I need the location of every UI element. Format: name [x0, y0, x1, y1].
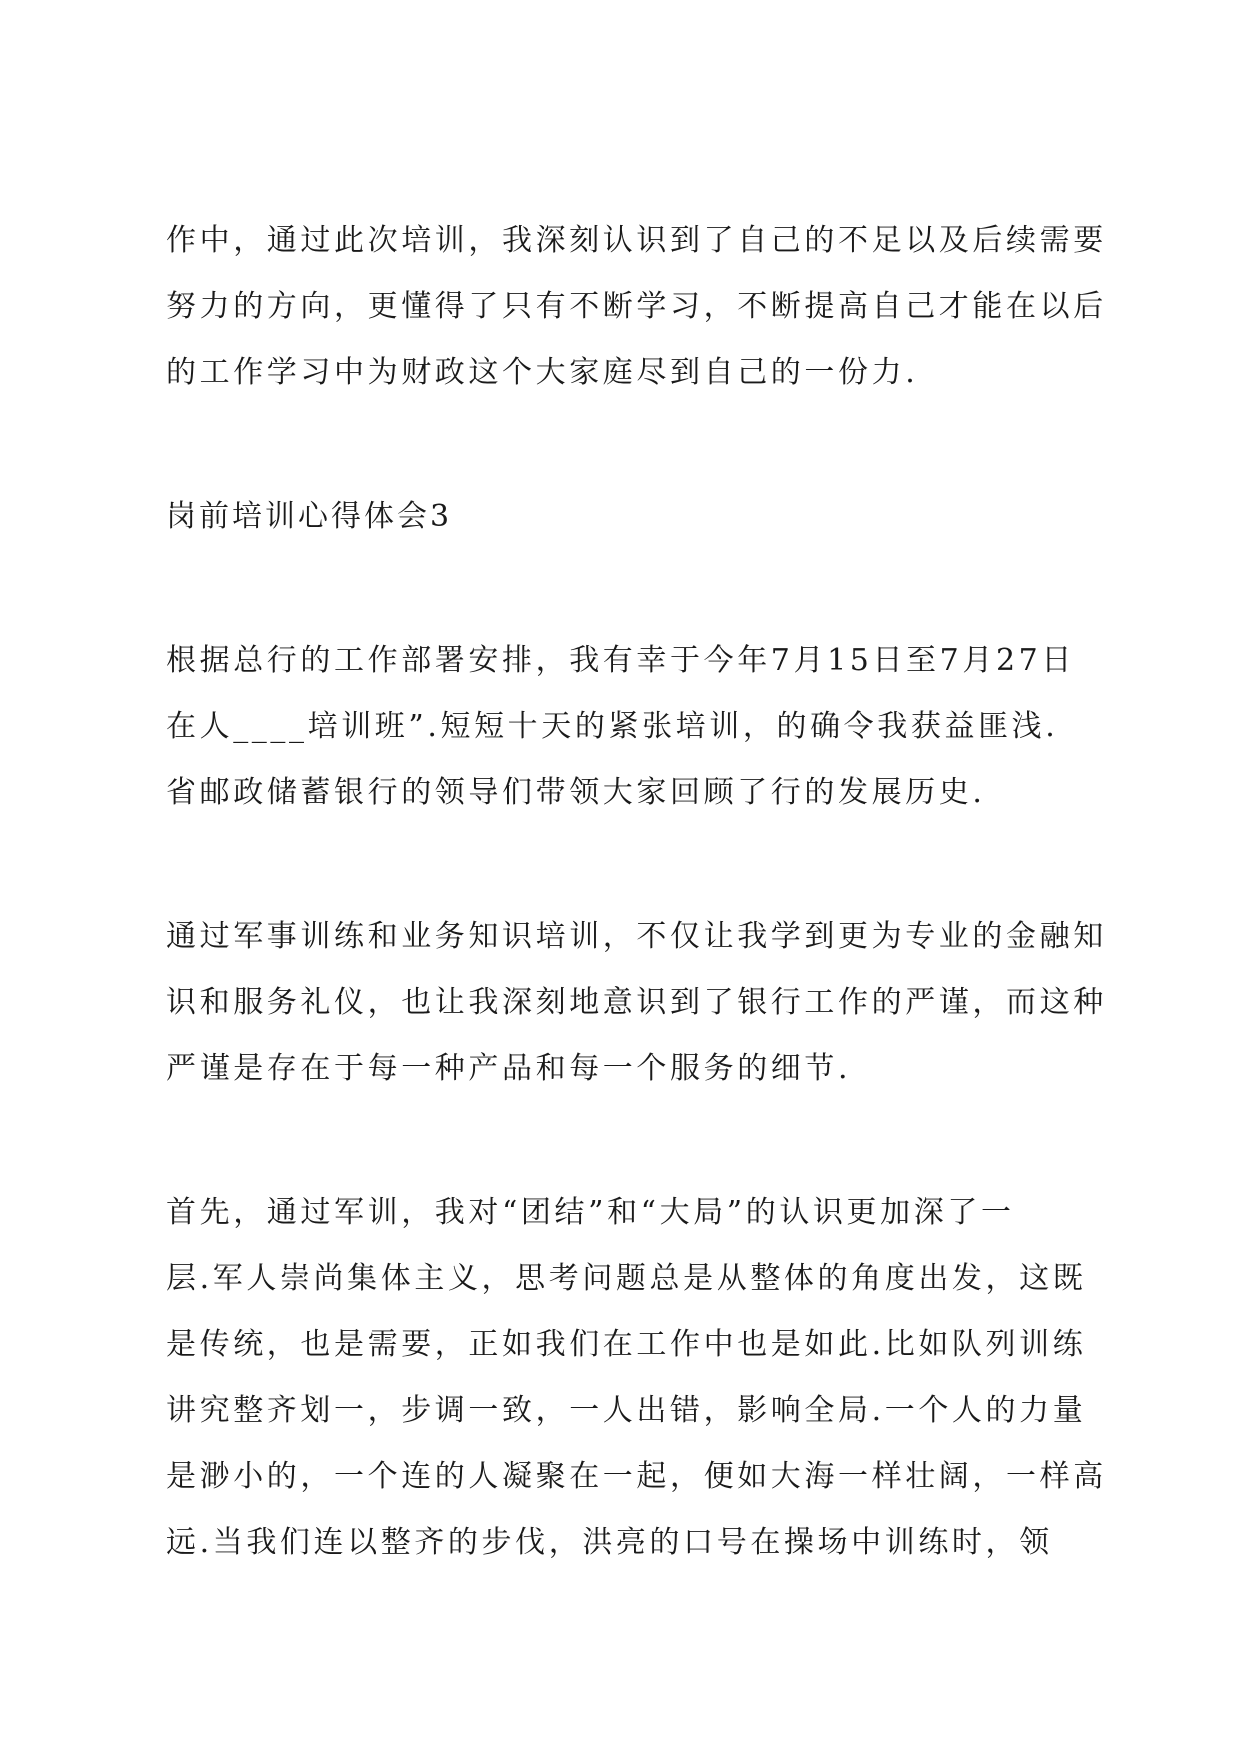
- paragraph-4: [166, 1195, 1107, 1560]
- text-line: 作中，通过此次培训，我深刻认识到了自己的不足以及后续需要: [166, 223, 1107, 258]
- text-line: 首先，通过军训，我对“团结”和“大局”的认识更加深了一: [166, 1195, 1015, 1230]
- paragraph-2: [166, 643, 1086, 810]
- text-line: 是渺小的，一个连的人凝聚在一起，便如大海一样壮阔，一样高: [166, 1459, 1107, 1494]
- heading-text: 岗前培训心得体会3: [166, 499, 453, 534]
- text-line: 在人____培训班”.短短十天的紧张培训，的确令我获益匪浅.: [166, 709, 1059, 744]
- text-line: 层.军人崇尚集体主义，思考问题总是从整体的角度出发，这既: [166, 1261, 1087, 1296]
- text-line: 通过军事训练和业务知识培训，不仅让我学到更为专业的金融知: [166, 919, 1107, 954]
- document-body: [166, 223, 1107, 1560]
- text-line: 努力的方向，更懂得了只有不断学习，不断提高自己才能在以后: [166, 289, 1107, 324]
- text-line: 是传统，也是需要，正如我们在工作中也是如此.比如队列训练: [166, 1327, 1087, 1362]
- section-heading: [166, 499, 1086, 534]
- text-line: 的工作学习中为财政这个大家庭尽到自己的一份力.: [166, 355, 919, 390]
- text-line: 识和服务礼仪，也让我深刻地意识到了银行工作的严谨，而这种: [166, 985, 1107, 1020]
- text-line: 根据总行的工作部署安排，我有幸于今年7月15日至7月27日: [166, 643, 1075, 678]
- text-line: 讲究整齐划一，步调一致，一人出错，影响全局.一个人的力量: [166, 1393, 1087, 1428]
- text-line: 远.当我们连以整齐的步伐，洪亮的口号在操场中训练时，领: [166, 1525, 1053, 1560]
- text-line: 严谨是存在于每一种产品和每一个服务的细节.: [166, 1051, 852, 1086]
- paragraph-1: [166, 223, 1107, 390]
- text-line: 省邮政储蓄银行的领导们带领大家回顾了行的发展历史.: [166, 775, 986, 810]
- paragraph-3: [166, 919, 1107, 1086]
